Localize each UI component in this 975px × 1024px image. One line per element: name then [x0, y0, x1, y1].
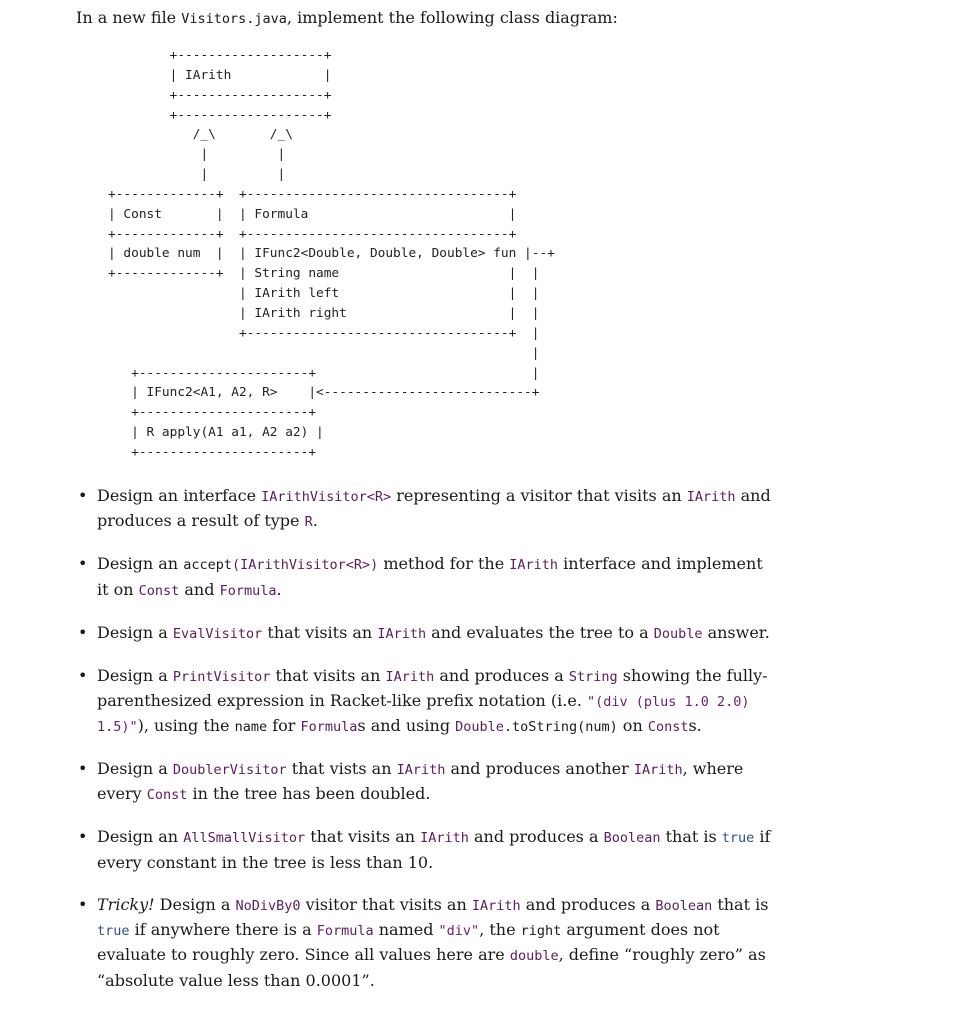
- intro-paragraph: [76, 6, 618, 31]
- inline-code: "(div (plus 1.0 2.0) 1.5)": [97, 693, 750, 736]
- task-text: [97, 759, 743, 803]
- task-item: [78, 757, 778, 808]
- task-item: [78, 893, 778, 993]
- inline-code: Const: [146, 787, 188, 804]
- inline-code: true: [721, 830, 755, 847]
- task-text-run: in the tree has been doubled.: [187, 784, 431, 804]
- task-item: [78, 825, 778, 875]
- task-text-run: .: [312, 511, 318, 531]
- class-diagram: +-------------------+ | IArith | +-------------------+ +-------------------+ /_\ /_\ | | | | +-------------+ +----------------------------------+ | Const | | Formula | +-------------+ +----------------------------------+ | double num | | IFunc2<Double, Double, Double> fun |--+ +-------------+ | String name | | | IArith left | | | IArith right | | +----------------------------------+ | | +----------------------+ | | IFunc2<A1, A2, R> |<---------------------------+ +----------------------+ | R apply(A1 a1, A2 a2) | +----------------------+: [108, 48, 555, 460]
- emphasis-text: Tricky!: [97, 894, 155, 914]
- inline-code: .toString(num): [503, 719, 618, 736]
- task-text-run: and produces a result of type: [97, 486, 771, 531]
- task-text-run: , the: [479, 919, 521, 939]
- inline-code: IArithVisitor<R>: [261, 489, 392, 505]
- inline-code: PrintVisitor: [172, 668, 271, 685]
- inline-code: String: [568, 668, 618, 685]
- inline-code: Double: [653, 625, 703, 642]
- inline-code: IArith: [420, 830, 469, 847]
- task-text-run: Design an: [97, 554, 184, 574]
- inline-code: Const: [138, 582, 180, 599]
- task-text: [97, 486, 771, 530]
- task-text: [97, 827, 770, 871]
- task-text-run: for: [267, 716, 301, 736]
- task-list: [78, 484, 778, 1011]
- inline-code: Boolean: [603, 830, 661, 847]
- inline-code: Double: [455, 719, 504, 736]
- task-text-run: if every constant in the tree is less than 10.: [97, 827, 771, 872]
- inline-code: name: [234, 719, 268, 736]
- task-text-run: and produces a: [468, 827, 604, 847]
- task-text-run: and produces another: [445, 759, 634, 779]
- task-text: [97, 623, 770, 642]
- task-text-run: and produces a: [434, 665, 569, 685]
- task-text-run: that is: [712, 894, 769, 914]
- intro-filename: Visitors.java: [181, 11, 287, 27]
- inline-code: AllSmallVisitor: [183, 830, 306, 847]
- task-text-run: Design an: [97, 827, 184, 847]
- intro-text-after: , implement the following class diagram:: [286, 8, 618, 27]
- task-text-run: named: [373, 919, 439, 939]
- task-text-run: ), using the: [137, 716, 235, 736]
- task-text-run: if anywhere there is a: [129, 919, 317, 939]
- task-text: [97, 554, 763, 598]
- task-text-run: s.: [688, 716, 702, 736]
- task-text-run: showing the fully-parenthesized expression in Racket-like prefix notation (i.e.: [97, 665, 768, 710]
- task-text-run: and produces a: [520, 894, 656, 914]
- task-text: [97, 666, 768, 736]
- inline-code: right: [520, 922, 562, 939]
- inline-code: accept: [183, 557, 232, 574]
- inline-code: DoublerVisitor: [172, 762, 287, 779]
- task-text-run: representing a visitor that visits an: [391, 486, 687, 505]
- task-text: [97, 895, 768, 990]
- task-item: [78, 621, 778, 646]
- task-text-run: argument does not evaluate to roughly zero. Since all values here are: [97, 919, 720, 965]
- task-text-run: .: [276, 579, 282, 599]
- task-text-run: , where every: [97, 759, 744, 804]
- inline-code: Const: [647, 719, 689, 736]
- inline-code: "div": [438, 922, 480, 939]
- task-item: [78, 484, 778, 535]
- inline-code: Formula: [219, 582, 277, 599]
- task-text-run: interface and implement it on: [97, 554, 763, 599]
- inline-code: IArith: [396, 762, 446, 779]
- task-text-run: that is: [660, 827, 722, 847]
- task-text-run: on: [617, 716, 648, 736]
- task-text-run: Design a: [154, 894, 236, 914]
- task-text-run: that visits an: [270, 665, 386, 685]
- inline-code: NoDivBy0: [235, 897, 301, 914]
- intro-text-before: In a new file: [76, 8, 182, 27]
- inline-code: true: [97, 922, 130, 939]
- inline-code: IArith: [509, 557, 559, 574]
- inline-code: IArith: [377, 625, 427, 642]
- task-text-run: Design a: [97, 622, 173, 642]
- inline-code: IArith: [686, 489, 736, 505]
- task-text-run: and evaluates the tree to a: [426, 622, 654, 642]
- inline-code: (IArithVisitor<R>): [231, 557, 379, 574]
- inline-code: Boolean: [655, 897, 713, 914]
- task-item: [78, 552, 778, 603]
- inline-code: Formula: [316, 922, 374, 939]
- task-text-run: visitor that visits an: [300, 894, 472, 914]
- task-text-run: method for the: [378, 554, 510, 574]
- task-text-run: Design an interface: [97, 486, 262, 505]
- inline-code: IArith: [471, 897, 521, 914]
- task-text-run: Design a: [97, 665, 173, 685]
- inline-code: R: [304, 514, 313, 531]
- inline-code: double: [509, 948, 559, 965]
- task-text-run: s and using: [357, 716, 456, 736]
- task-text-run: that visits an: [262, 622, 378, 642]
- task-text-run: that vists an: [286, 759, 397, 779]
- inline-code: EvalVisitor: [172, 625, 263, 642]
- inline-code: IArith: [633, 762, 683, 779]
- task-item: [78, 664, 778, 740]
- inline-code: IArith: [385, 668, 435, 685]
- task-text-run: and: [179, 579, 220, 599]
- task-text-run: that visits an: [305, 827, 421, 847]
- task-text-run: , define “roughly zero” as “absolute value less than 0.0001”.: [97, 945, 766, 990]
- task-text-run: Design a: [97, 759, 173, 779]
- task-text-run: answer.: [702, 622, 770, 642]
- inline-code: Formula: [300, 719, 358, 736]
